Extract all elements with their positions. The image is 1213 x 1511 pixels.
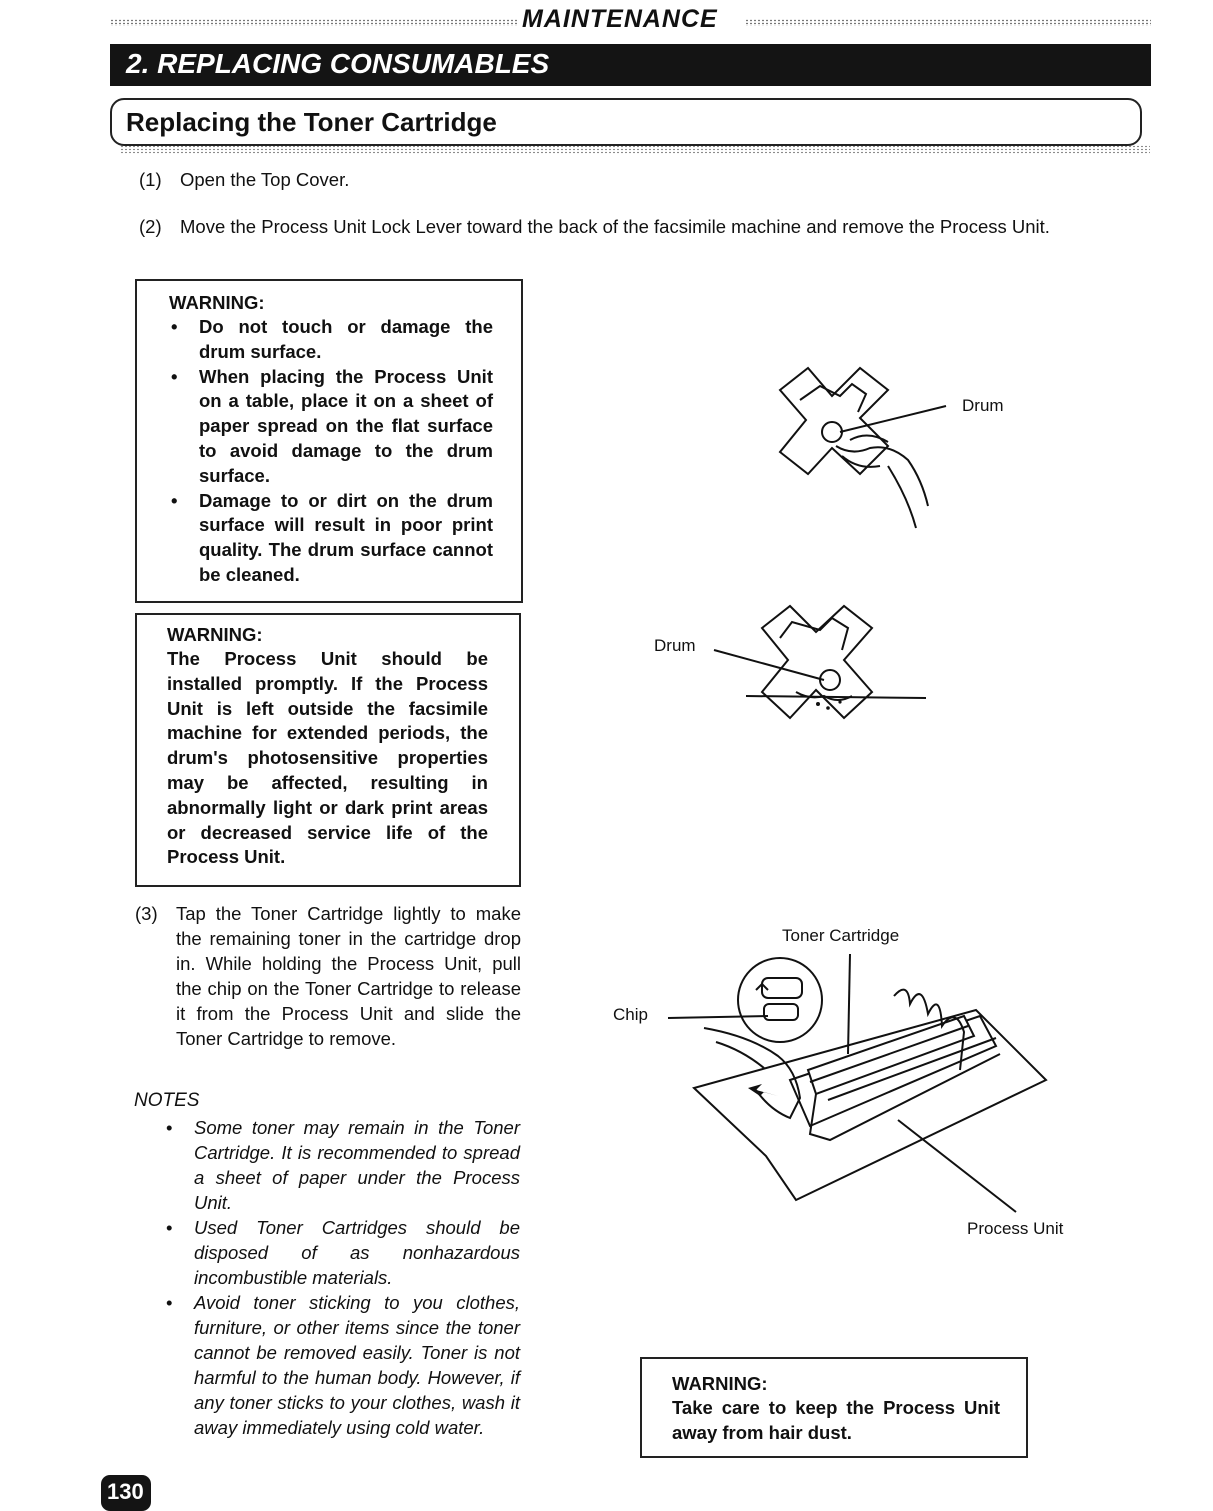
subsection-shadow (120, 145, 1150, 154)
warning-bullet: • Do not touch or damage the drum surface. (169, 315, 493, 365)
section-title: 2. REPLACING CONSUMABLES (110, 44, 1151, 86)
figure-toner-cartridge-removal (660, 950, 1070, 1220)
step-number: (3) (135, 903, 158, 924)
header-rule-right (745, 19, 1151, 26)
warning-box-install (135, 613, 521, 887)
notes-list (164, 1115, 520, 1440)
subsection-title: Replacing the Toner Cartridge (126, 107, 497, 137)
step-number: (1) (139, 169, 162, 190)
figure-drum-touch-prohibited (740, 360, 970, 550)
warning-bullet: • Damage to or dirt on the drum surface will result in poor print quality. The drum surface cannot be cleaned. (169, 489, 493, 588)
step-text: Move the Process Unit Lock Lever toward the back of the facsimile machine and remove the Process Unit. (180, 216, 1050, 237)
warning-box-hair-dust (640, 1357, 1028, 1458)
warning-box-drum (135, 279, 523, 603)
note-item: • Avoid toner sticking to you clothes, furniture, or other items since the toner cannot be removed easily. Toner is not harmful to the human body. However, if any toner sticks to your clothes, wash it away immediately using cold water. (164, 1290, 520, 1440)
step-number: (2) (139, 216, 162, 237)
page-number: 130 (101, 1475, 151, 1511)
label-chip: Chip (613, 1005, 648, 1024)
warning-title: WARNING: (169, 292, 265, 313)
warning-text: Take care to keep the Process Unit away from hair dust. (672, 1397, 1000, 1443)
figure-drum-placement-prohibited (700, 600, 940, 750)
step-text: Tap the Toner Cartridge lightly to make the remaining toner in the cartridge drop in. While holding the Process Unit, pull the chip on the Toner Cartridge to release it from the Process Unit and slide the Toner Cartridge to remove. (176, 903, 521, 1049)
label-process-unit: Process Unit (967, 1219, 1064, 1238)
step-text: Open the Top Cover. (180, 169, 350, 190)
label-toner-cartridge: Toner Cartridge (782, 926, 900, 945)
note-item: • Used Toner Cartridges should be disposed of as nonhazardous incombustible materials. (164, 1215, 520, 1290)
note-item: • Some toner may remain in the Toner Cartridge. It is recommended to spread a sheet of paper under the Process Unit. (164, 1115, 520, 1215)
warning-text: The Process Unit should be installed promptly. If the Process Unit is left outside the facsimile machine for extended periods, the drum's photosensitive properties may be affected, resulting in abnormally light or dark print areas or decreased service life of the Process Unit. (167, 648, 488, 868)
notes-title: NOTES (134, 1090, 200, 1111)
header-rule-left (110, 19, 518, 26)
warning-bullets (169, 315, 493, 588)
running-head: MAINTENANCE (522, 5, 718, 33)
label-drum-bottom: Drum (654, 636, 696, 655)
warning-bullet: • When placing the Process Unit on a table, place it on a sheet of paper spread on the flat surface to avoid damage to the drum surface. (169, 365, 493, 489)
warning-title: WARNING: (167, 624, 263, 645)
step-2 (139, 214, 1151, 264)
label-drum-top: Drum (962, 396, 1004, 415)
warning-title: WARNING: (672, 1373, 768, 1394)
